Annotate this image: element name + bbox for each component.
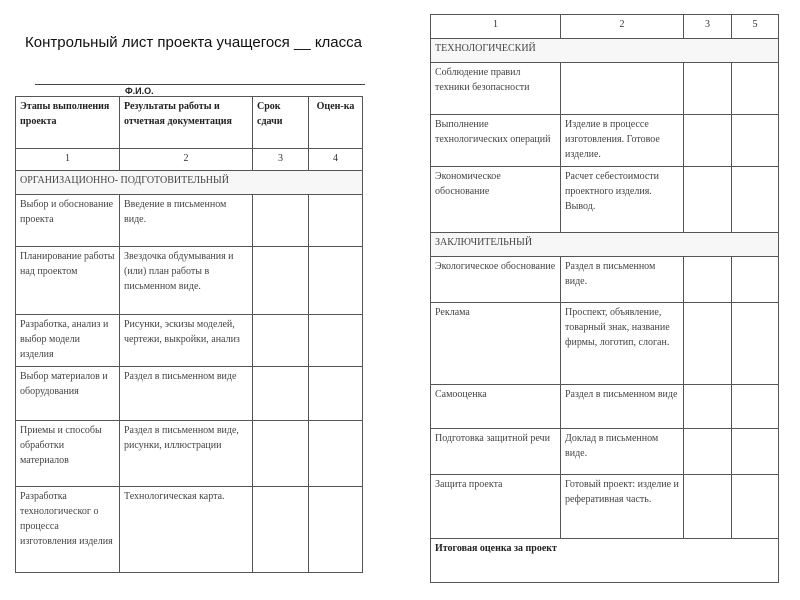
deadline-cell	[684, 63, 732, 115]
col-number: 1	[431, 15, 561, 39]
deadline-cell	[253, 487, 309, 573]
table-row	[16, 487, 363, 573]
grade-cell	[309, 487, 363, 573]
section-row	[16, 171, 363, 195]
table-row	[431, 385, 779, 429]
table-row	[431, 167, 779, 233]
stage-cell: Экологическое обоснование	[431, 257, 561, 303]
grade-cell	[732, 303, 779, 385]
table-row	[431, 257, 779, 303]
result-cell	[561, 63, 684, 115]
grade-cell	[309, 195, 363, 247]
deadline-cell	[684, 429, 732, 475]
stage-cell: Планирование работы над проектом	[16, 247, 120, 315]
deadline-cell	[684, 257, 732, 303]
fio-line	[35, 84, 365, 85]
result-cell: Расчет себестоимости проектного изделия. Вывод.	[561, 167, 684, 233]
number-row	[16, 149, 363, 171]
grade-cell	[309, 315, 363, 367]
section-final: ЗАКЛЮЧИТЕЛЬНЫЙ	[431, 233, 779, 257]
fio-label: Ф.И.О.	[125, 86, 154, 96]
col-number: 2	[561, 15, 684, 39]
result-cell: Введение в письменном виде.	[120, 195, 253, 247]
deadline-cell	[684, 303, 732, 385]
table-row	[16, 367, 363, 421]
stage-cell: Соблюдение правил техники безопасности	[431, 63, 561, 115]
result-cell: Технологическая карта.	[120, 487, 253, 573]
grade-cell	[732, 385, 779, 429]
document-title: Контрольный лист проекта учащегося __ класса	[25, 34, 362, 51]
deadline-cell	[253, 315, 309, 367]
result-cell: Раздел в письменном виде, рисунки, иллюстрации	[120, 421, 253, 487]
table-row	[431, 63, 779, 115]
section-row	[431, 39, 779, 63]
stage-cell: Разработка технологическог о процесса изготовления изделия	[16, 487, 120, 573]
header-results: Результаты работы и отчетная документация	[120, 97, 253, 149]
project-checklist-table-left	[15, 96, 363, 573]
stage-cell: Выбор материалов и оборудования	[16, 367, 120, 421]
col-number: 3	[253, 149, 309, 171]
header-row	[16, 97, 363, 149]
table-row	[16, 421, 363, 487]
table-row	[431, 115, 779, 167]
header-stages: Этапы выполнения проекта	[16, 97, 120, 149]
col-number: 3	[684, 15, 732, 39]
table-row	[16, 315, 363, 367]
grade-cell	[732, 167, 779, 233]
header-grade: Оцен-ка	[309, 97, 363, 149]
deadline-cell	[253, 195, 309, 247]
deadline-cell	[253, 421, 309, 487]
grade-cell	[309, 367, 363, 421]
result-cell: Доклад в письменном виде.	[561, 429, 684, 475]
number-row	[431, 15, 779, 39]
table-row	[16, 247, 363, 315]
grade-cell	[732, 115, 779, 167]
deadline-cell	[684, 115, 732, 167]
col-number: 2	[120, 149, 253, 171]
table-row	[431, 429, 779, 475]
stage-cell: Экономическое обоснование	[431, 167, 561, 233]
result-cell: Раздел в письменном виде.	[561, 257, 684, 303]
stage-cell: Реклама	[431, 303, 561, 385]
stage-cell: Самооценка	[431, 385, 561, 429]
deadline-cell	[253, 247, 309, 315]
grade-cell	[732, 63, 779, 115]
table-row	[431, 303, 779, 385]
result-cell: Раздел в письменном виде	[120, 367, 253, 421]
section-organizational: ОРГАНИЗАЦИОННО- ПОДГОТОВИТЕЛЬНЫЙ	[16, 171, 363, 195]
deadline-cell	[684, 167, 732, 233]
deadline-cell	[684, 475, 732, 539]
stage-cell: Выбор и обоснование проекта	[16, 195, 120, 247]
section-technological: ТЕХНОЛОГИЧЕСКИЙ	[431, 39, 779, 63]
result-cell: Проспект, объявление, товарный знак, название фирмы, логотип, слоган.	[561, 303, 684, 385]
stage-cell: Подготовка защитной речи	[431, 429, 561, 475]
result-cell: Изделие в процессе изготовления. Готовое изделие.	[561, 115, 684, 167]
deadline-cell	[253, 367, 309, 421]
stage-cell: Защита проекта	[431, 475, 561, 539]
result-cell: Звездочка обдумывания и (или) план работы в письменном виде.	[120, 247, 253, 315]
total-row	[431, 539, 779, 583]
table-row	[431, 475, 779, 539]
stage-cell: Разработка, анализ и выбор модели изделия	[16, 315, 120, 367]
deadline-cell	[684, 385, 732, 429]
grade-cell	[732, 429, 779, 475]
stage-cell: Приемы и способы обработки материалов	[16, 421, 120, 487]
table-row	[16, 195, 363, 247]
section-row	[431, 233, 779, 257]
result-cell: Готовый проект: изделие и реферативная часть.	[561, 475, 684, 539]
header-deadline: Срок сдачи	[253, 97, 309, 149]
grade-cell	[309, 421, 363, 487]
total-grade-label: Итоговая оценка за проект	[431, 539, 779, 583]
grade-cell	[309, 247, 363, 315]
stage-cell: Выполнение технологических операций	[431, 115, 561, 167]
col-number: 1	[16, 149, 120, 171]
col-number: 4	[309, 149, 363, 171]
col-number: 5	[732, 15, 779, 39]
grade-cell	[732, 475, 779, 539]
result-cell: Рисунки, эскизы моделей, чертежи, выкройки, анализ	[120, 315, 253, 367]
result-cell: Раздел в письменном виде	[561, 385, 684, 429]
grade-cell	[732, 257, 779, 303]
project-checklist-table-right	[430, 14, 779, 583]
